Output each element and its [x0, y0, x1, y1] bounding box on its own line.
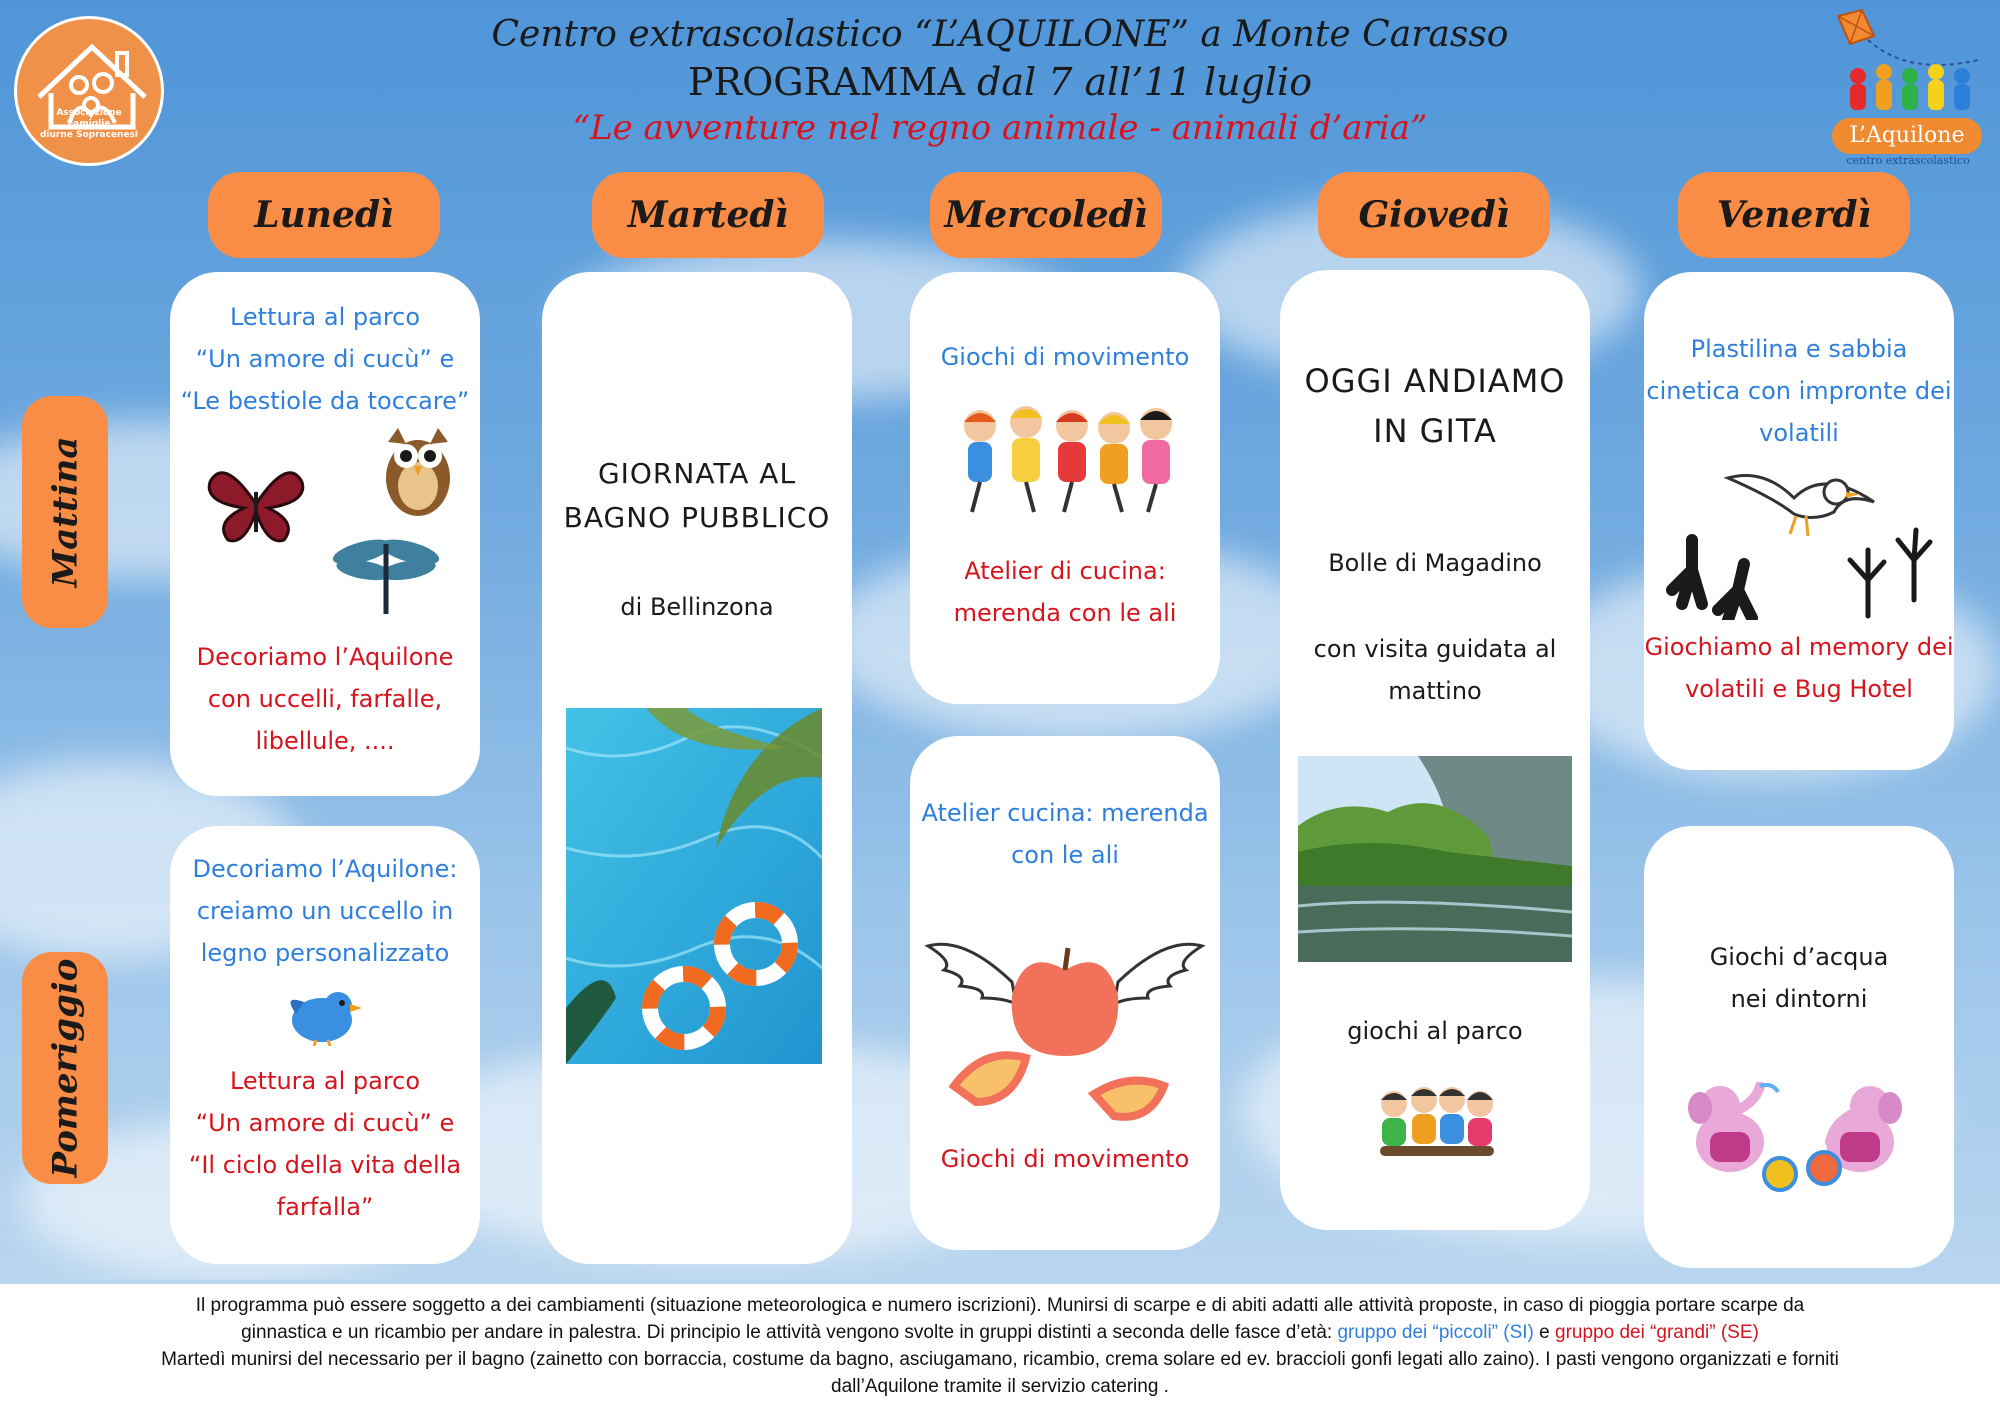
- owl-icon: [382, 422, 454, 518]
- tuesday-line3: di Bellinzona: [620, 593, 774, 621]
- kite-children-icon: [1828, 6, 1990, 118]
- wednesday-morning-line1: Giochi di movimento: [940, 343, 1190, 371]
- footer-group-small: gruppo dei “piccoli” (SI): [1337, 1322, 1534, 1343]
- friday-afternoon-line1: Giochi d’acqua: [1709, 943, 1889, 971]
- logo-name: L’Aquilone: [1832, 118, 1982, 154]
- footer-line2-text: ginnastica e un ricambio per andare in palestra. Di principio le attività vengono svolte in gruppi distinti a seconda delle fasce d’età:: [241, 1322, 1338, 1343]
- friday-morning-line5: volatili e Bug Hotel: [1685, 675, 1913, 703]
- page-header: [440, 12, 1560, 150]
- pool-photo: [566, 708, 822, 1064]
- winged-apple-icon: [924, 926, 1206, 1122]
- association-logo: [14, 16, 164, 166]
- logo-text-line1: Associazione: [56, 108, 122, 118]
- footer-line4: dall’Aquilone tramite il servizio catering .: [831, 1376, 1169, 1397]
- card-monday-afternoon: [170, 826, 480, 1264]
- monday-afternoon-line7: farfalla”: [276, 1193, 374, 1221]
- card-wednesday-morning: [910, 272, 1220, 704]
- monday-morning-line5: con uccelli, farfalle,: [207, 685, 443, 713]
- header-program-dates: [440, 58, 1560, 106]
- aquilone-logo: [1828, 6, 1990, 167]
- elephants-playing-icon: [1680, 1082, 1920, 1194]
- wednesday-afternoon-line2: con le ali: [1011, 841, 1119, 869]
- program-label: PROGRAMMA: [687, 60, 965, 104]
- footer-conjunction: e: [1533, 1322, 1556, 1343]
- day-tab-tuesday: Martedì: [592, 172, 824, 258]
- children-sitting-icon: [1376, 1078, 1498, 1162]
- thursday-line6: giochi al parco: [1347, 1017, 1523, 1045]
- blue-bird-icon: [282, 984, 362, 1046]
- thursday-line3: Bolle di Magadino: [1328, 549, 1542, 577]
- footer-line3: Martedì munirsi del necessario per il bagno (zainetto con borraccia, costume da bagno, asciugamano, ricambio, crema solare ed ev. braccioli gonfi legati allo zaino). I pasti vengono organizzati e forniti: [161, 1349, 1839, 1370]
- monday-morning-line6: libellule, ....: [255, 727, 395, 755]
- tuesday-line2: BAGNO PUBBLICO: [563, 501, 831, 534]
- program-dates: dal 7 all’11 luglio: [964, 60, 1313, 104]
- header-title: Centro extrascolastico “L’AQUILONE” a Monte Carasso: [491, 14, 1509, 55]
- footer-line1: Il programma può essere soggetto a dei cambiamenti (situazione meteorologica e numero iscrizioni). Munirsi di scarpe e di abiti adatti alle attività proposte, in caso di pioggia portare scarpe da: [195, 1295, 1805, 1316]
- day-tab-monday: Lunedì: [208, 172, 440, 258]
- footer-group-big: gruppo dei “grandi” (SE): [1555, 1322, 1759, 1343]
- header-theme: “Le avventure nel regno animale - animali d’aria”: [572, 108, 1428, 148]
- day-tab-friday: Venerdì: [1678, 172, 1910, 258]
- logo-text-line3: diurne Sopracenesi: [39, 130, 139, 140]
- monday-morning-line4: Decoriamo l’Aquilone: [196, 643, 454, 671]
- monday-afternoon-line1: Decoriamo l’Aquilone:: [192, 855, 458, 883]
- monday-morning-line1: Lettura al parco: [229, 303, 421, 331]
- thursday-line1: OGGI ANDIAMO: [1304, 362, 1566, 400]
- monday-afternoon-line6: “Il ciclo della vita della: [188, 1151, 462, 1179]
- card-monday-morning: [170, 272, 480, 796]
- monday-morning-line3: “Le bestiole da toccare”: [180, 387, 470, 415]
- children-playing-icon: [950, 400, 1180, 520]
- period-tab-afternoon: [22, 952, 108, 1184]
- period-tab-morning: [22, 396, 108, 628]
- monday-afternoon-line2: creiamo un uccello in: [196, 897, 454, 925]
- wednesday-morning-line2: Atelier di cucina:: [964, 557, 1166, 585]
- house-family-icon: [17, 19, 167, 169]
- monday-afternoon-line5: “Un amore di cucù” e: [195, 1109, 455, 1137]
- wednesday-afternoon-line1: Atelier cucina: merenda: [921, 799, 1209, 827]
- friday-morning-line4: Giochiamo al memory dei: [1644, 633, 1954, 661]
- friday-afternoon-line2: nei dintorni: [1730, 985, 1868, 1013]
- card-thursday: [1280, 270, 1590, 1230]
- thursday-line5: mattino: [1388, 677, 1482, 705]
- tuesday-line1: GIORNATA AL: [597, 457, 797, 490]
- period-label-morning: Mattina: [45, 436, 85, 588]
- monday-morning-line2: “Un amore di cucù” e: [195, 345, 455, 373]
- logo-text-line2: Famiglie: [67, 119, 111, 129]
- magadino-photo: [1298, 756, 1572, 962]
- day-tab-thursday: Giovedì: [1318, 172, 1550, 258]
- thursday-line4: con visita guidata al: [1313, 635, 1557, 663]
- dragonfly-icon: [328, 530, 444, 616]
- card-friday-afternoon: [1644, 826, 1954, 1268]
- friday-morning-line1: Plastilina e sabbia: [1690, 335, 1908, 363]
- thursday-line2: IN GITA: [1373, 412, 1497, 450]
- day-tab-wednesday: Mercoledì: [930, 172, 1162, 258]
- bird-footprints-icon: [1662, 520, 1938, 620]
- card-friday-morning: [1644, 272, 1954, 770]
- logo-subtitle: centro extrascolastico: [1846, 154, 1970, 167]
- friday-morning-line3: volatili: [1759, 419, 1839, 447]
- period-label-afternoon: Pomeriggio: [45, 958, 86, 1178]
- monday-afternoon-line4: Lettura al parco: [229, 1067, 421, 1095]
- card-wednesday-afternoon: [910, 736, 1220, 1250]
- butterfly-icon: [204, 462, 308, 546]
- friday-morning-line2: cinetica con impronte dei: [1646, 377, 1952, 405]
- wednesday-morning-line3: merenda con le ali: [953, 599, 1177, 627]
- footer-notes: [0, 1284, 2000, 1414]
- footer-line2: [0, 1319, 2000, 1346]
- wednesday-afternoon-line3: Giochi di movimento: [940, 1145, 1190, 1173]
- monday-afternoon-line3: legno personalizzato: [200, 939, 450, 967]
- card-tuesday: [542, 272, 852, 1264]
